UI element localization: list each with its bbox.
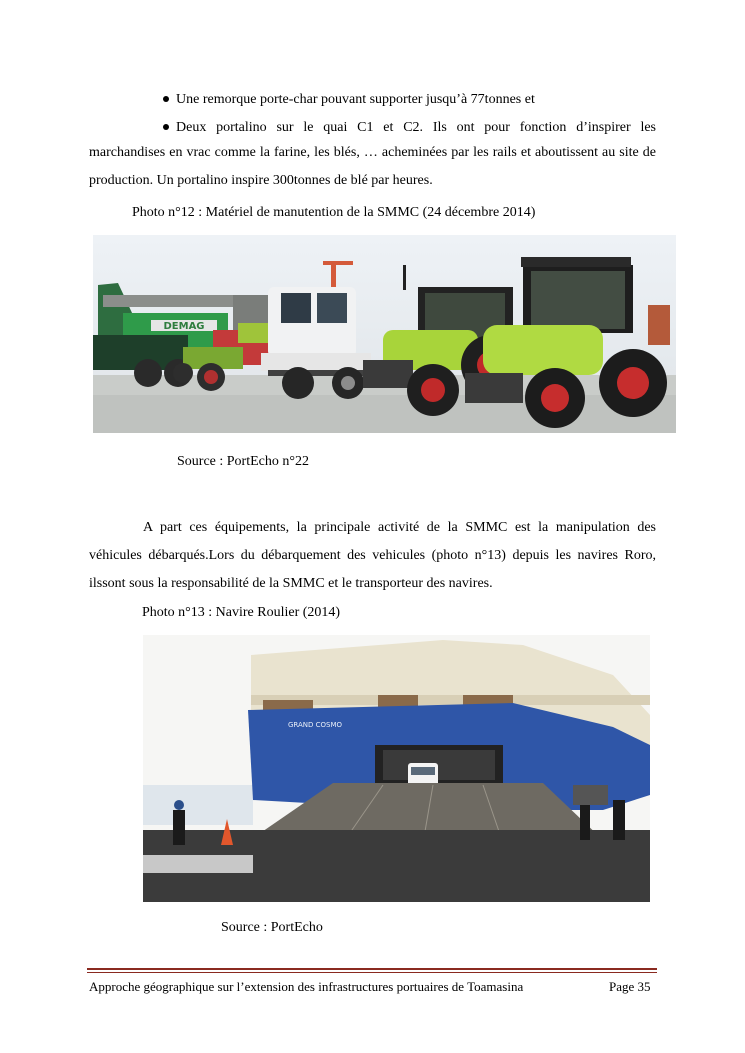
page-number: Page 35 xyxy=(609,979,651,994)
demag-sign: DEMAG xyxy=(163,321,205,332)
body-paragraph: A part ces équipements, la principale activité de la SMMC est la manipulation des véhicules débarqués.Lors du débarquement des vehicules (photo n°13) depuis les navires Roro, ilssont sous la responsabilité de la SMMC et le transporteur des navires. xyxy=(89,520,656,591)
photo-13-source: Source : PortEcho xyxy=(221,920,323,935)
bullet-dot-icon xyxy=(163,96,169,102)
footer-rule-thin xyxy=(87,972,657,973)
photo-12-illustration xyxy=(93,235,676,433)
bullet-2-continuation: marchandises en vrac comme la farine, les blés, … acheminées par les rails et aboutissent au site de production. Un portalino inspire 300tonnes de blé par heures. xyxy=(89,145,656,188)
bullet-text-2: Deux portalino sur le quai C1 et C2. Ils ont pour fonction d’inspirer les xyxy=(176,120,656,135)
photo-13-caption: Photo n°13 : Navire Roulier (2014) xyxy=(142,605,341,620)
footer-title: Approche géographique sur l’extension des infrastructures portuaires de Toamasina xyxy=(89,979,524,994)
photo-12-handling-equipment xyxy=(93,235,676,433)
bullet-item-1 xyxy=(163,90,535,109)
bullet-dot-icon xyxy=(163,124,169,130)
photo-12-source: Source : PortEcho n°22 xyxy=(177,454,309,469)
photo-13-illustration xyxy=(143,635,650,902)
bullet-text-1: Une remorque porte-char pouvant supporter jusqu’à 77tonnes et xyxy=(176,92,535,107)
ship-name: GRAND COSMO xyxy=(288,721,343,729)
photo-12-caption: Photo n°12 : Matériel de manutention de la SMMC (24 décembre 2014) xyxy=(132,205,536,220)
footer-rule xyxy=(87,968,657,970)
bullet-item-2 xyxy=(163,118,656,137)
photo-13-roro-ship xyxy=(143,635,650,902)
